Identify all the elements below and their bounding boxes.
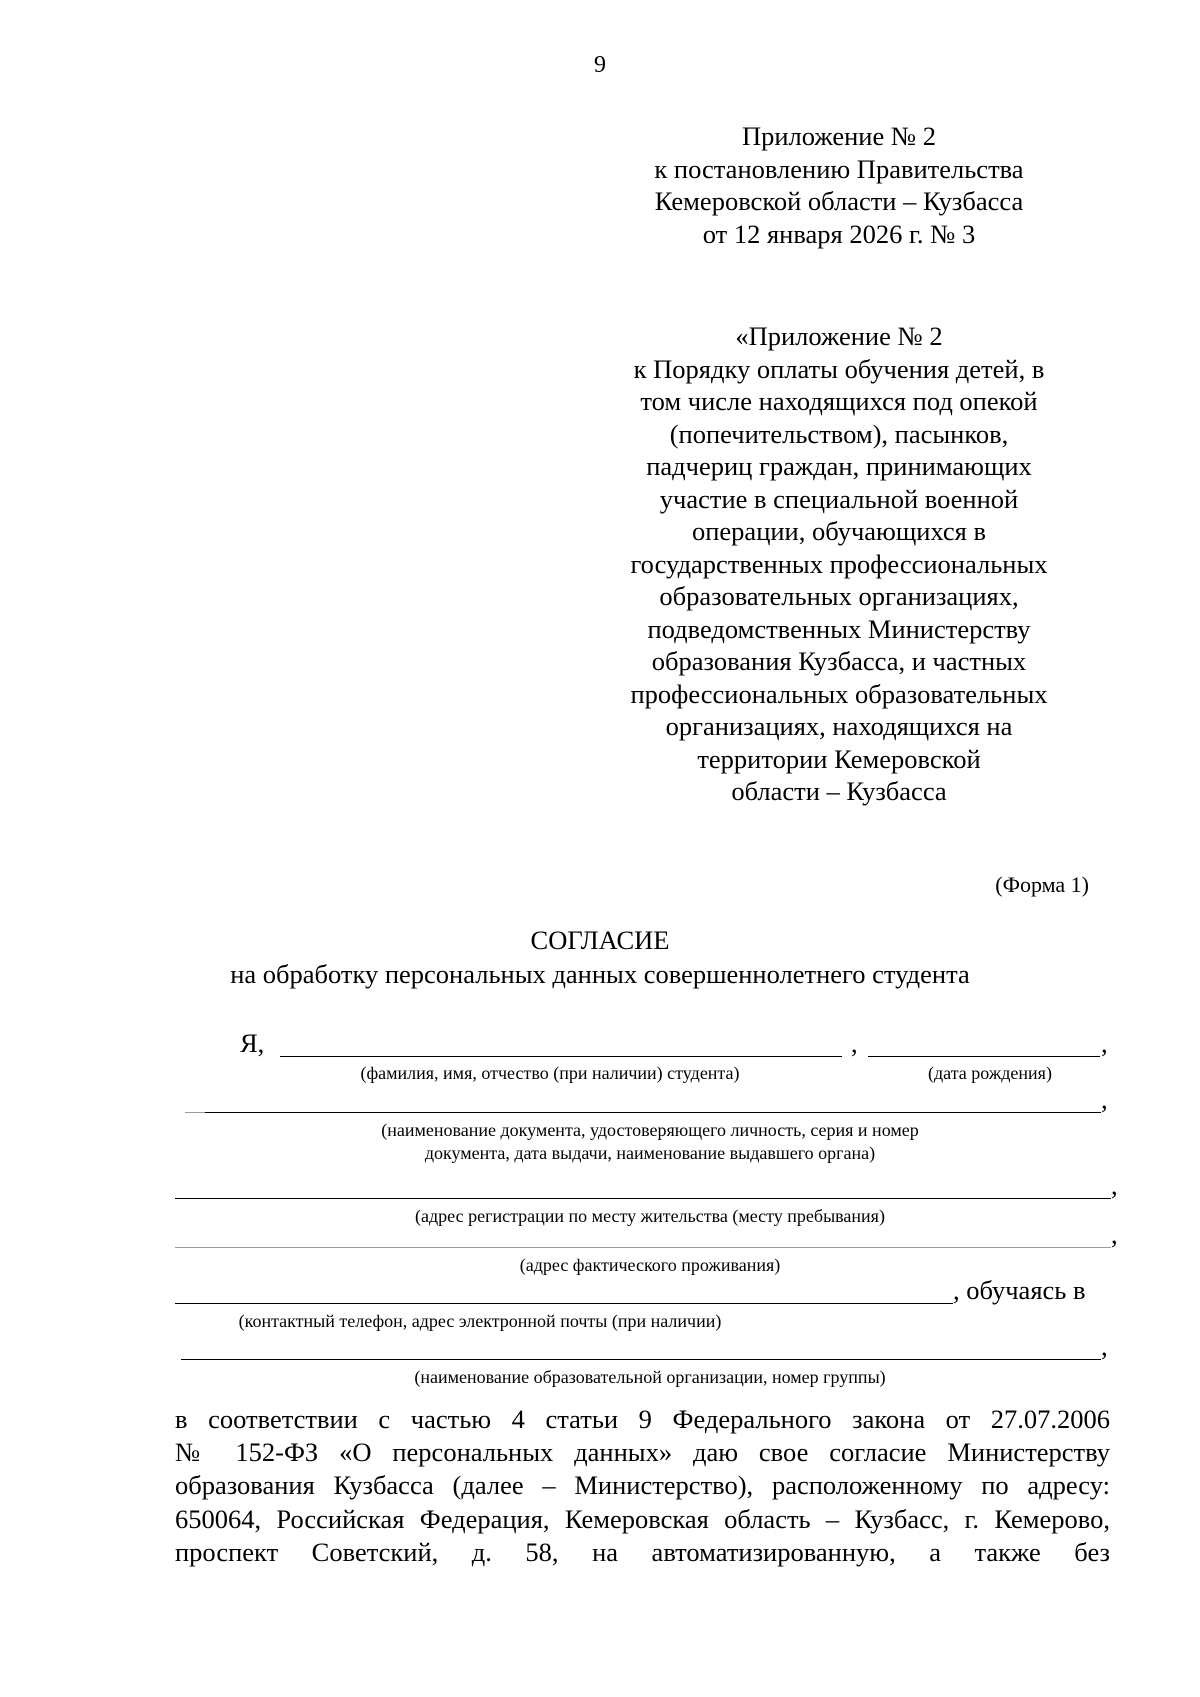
body-line: проспект Советский, д. 58, на автоматизированную, а также без — [175, 1536, 1110, 1567]
appendix-quoted-line: профессиональных образовательных — [630, 678, 1048, 709]
appendix-quoted-line: «Приложение № 2 — [735, 321, 943, 351]
registration-address-caption: (адрес регистрации по месту жительства (месту пребывания) — [415, 1206, 885, 1226]
appendix-quoted-line: образовательных организациях, — [659, 581, 1019, 611]
appendix-quoted-line: участие в специальной военной — [659, 483, 1019, 514]
organization-caption: (наименование образовательной организации, номер группы) — [414, 1367, 886, 1387]
birth-date-field-line[interactable] — [868, 1056, 1100, 1057]
fio-caption: (фамилия, имя, отчество (при наличии) студента) — [360, 1063, 740, 1083]
document-field-line[interactable] — [205, 1112, 1101, 1113]
birth-date-caption: (дата рождения) — [928, 1063, 1052, 1083]
appendix-quoted-line: операции, обучающихся в — [691, 516, 987, 546]
form-comma: , — [1111, 1170, 1118, 1200]
appendix-quoted-line: к Порядку оплаты обучения детей, в — [633, 353, 1045, 384]
document-title: СОГЛАСИЕ — [530, 925, 670, 955]
body-line: в соответствии с частью 4 статьи 9 Федерального закона от 27.07.2006 — [175, 1404, 1110, 1434]
consent-body-text — [175, 1403, 1110, 1569]
body-line: 650064, Российская Федерация, Кемеровская область – Кузбасс, г. Кемерово, — [175, 1503, 1110, 1534]
page-number: 9 — [594, 52, 606, 78]
form-prefix: Я, — [240, 1028, 265, 1058]
actual-address-caption: (адрес фактического проживания) — [519, 1255, 781, 1275]
form-comma: , — [1111, 1219, 1118, 1249]
appendix-quoted-line: (попечительством), пасынков, — [669, 418, 1009, 449]
appendix-header-line: от 12 января 2026 г. № 3 — [702, 218, 976, 249]
form-comma: , — [1101, 1084, 1108, 1114]
appendix-header — [589, 120, 1089, 250]
document-field-lead — [185, 1112, 205, 1113]
registration-address-field-line[interactable] — [175, 1198, 1111, 1199]
appendix-quoted-line: том числе находящихся под опекой — [640, 386, 1038, 416]
body-line: образования Кузбасса (далее – Министерство), расположенному по адресу: — [175, 1470, 1110, 1501]
document-subtitle: на обработку персональных данных совершеннолетнего студента — [230, 959, 970, 989]
appendix-quoted — [589, 320, 1089, 808]
document-caption-line-2: документа, дата выдачи, наименование выдавшего органа) — [424, 1143, 876, 1163]
actual-address-field-line[interactable] — [175, 1247, 1111, 1248]
appendix-header-line: Приложение № 2 — [741, 121, 936, 151]
document-caption-line-1: (наименование документа, удостоверяющего личность, серия и номер — [381, 1120, 919, 1140]
form-comma: , — [1101, 1028, 1108, 1058]
appendix-quoted-line: области – Кузбасса — [731, 776, 947, 806]
organization-field-line[interactable] — [181, 1359, 1101, 1360]
appendix-quoted-line: государственных профессиональных — [630, 548, 1048, 579]
appendix-quoted-line: подведомственных Министерству — [647, 613, 1031, 644]
fio-field-line[interactable] — [280, 1056, 842, 1057]
appendix-quoted-line: организациях, находящихся на — [665, 711, 1013, 741]
appendix-header-line: Кемеровской области – Кузбасса — [654, 186, 1024, 216]
appendix-quoted-line: территории Кемеровской — [697, 743, 981, 774]
appendix-header-line: к постановлению Правительства — [654, 153, 1024, 184]
form-comma: , — [851, 1028, 858, 1058]
contact-caption: (контактный телефон, адрес электронной почты (при наличии) — [238, 1311, 722, 1331]
appendix-quoted-line: падчериц граждан, принимающих — [646, 451, 1032, 481]
appendix-quoted-line: образования Кузбасса, и частных — [651, 646, 1027, 676]
body-line: № 152-ФЗ «О персональных данных» даю свое согласие Министерству — [175, 1437, 1110, 1468]
studying-in-text: , обучаясь в — [953, 1275, 1086, 1305]
form-comma: , — [1101, 1331, 1108, 1361]
form-label: (Форма 1) — [995, 872, 1089, 897]
contact-field-line[interactable] — [175, 1303, 953, 1304]
